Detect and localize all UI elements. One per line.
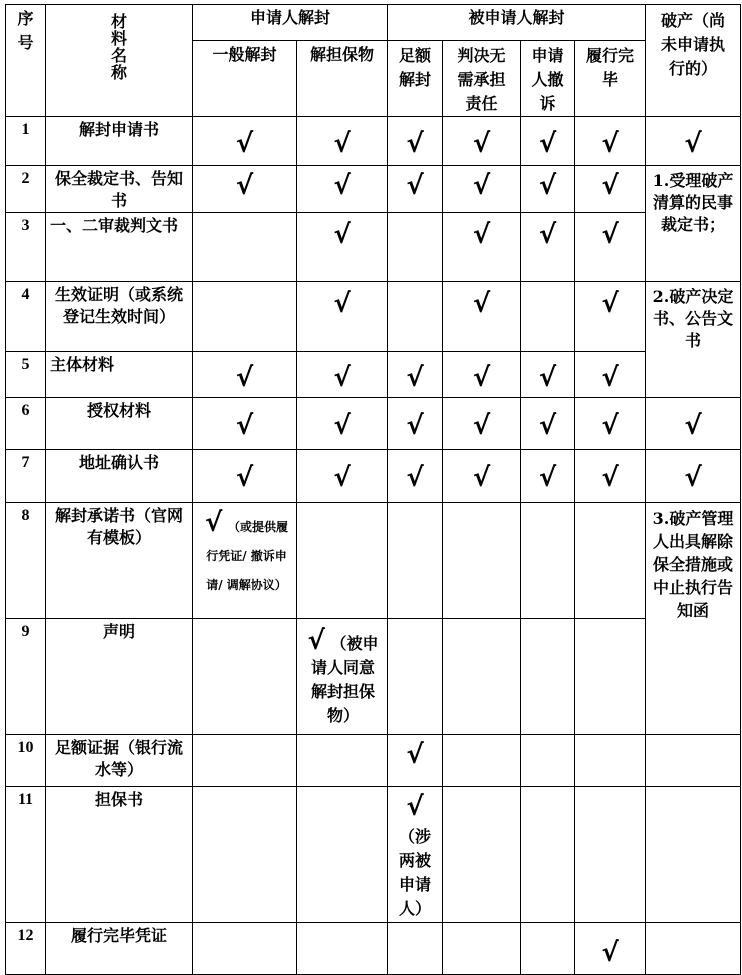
check-icon: √ xyxy=(235,463,254,493)
row-number: 5 xyxy=(6,352,46,398)
table-row xyxy=(6,398,741,450)
material-name: 生效证明（或系统登记生效时间） xyxy=(46,282,193,352)
header-general-release: 一般解封 xyxy=(193,41,297,117)
check-icon: √ xyxy=(684,410,702,441)
header-judgment-no-liability: 判决无需承担责任 xyxy=(443,41,521,117)
release-collateral-cell xyxy=(297,619,388,735)
row-number: 11 xyxy=(6,787,46,923)
table-row xyxy=(6,282,741,352)
material-name: 保全裁定书、告知书 xyxy=(46,166,193,213)
materials-table xyxy=(5,4,741,975)
header-applicant-group: 申请人解封 xyxy=(193,5,388,41)
check-icon: √ xyxy=(406,410,424,441)
check-icon: √ xyxy=(601,220,619,250)
table-row xyxy=(6,213,741,282)
header-material-name: 材料名称 xyxy=(46,5,193,117)
row-number: 1 xyxy=(6,117,46,166)
check-icon: √ xyxy=(333,410,351,441)
check-icon: √ xyxy=(538,463,557,493)
table-row xyxy=(6,450,741,503)
bankruptcy-note-1: 1.受理破产清算的民事裁定书； xyxy=(646,166,741,282)
row-number: 12 xyxy=(6,923,46,975)
check-icon: √ xyxy=(235,129,254,159)
check-icon: √ xyxy=(684,129,702,159)
material-name: 解封承诺书（官网有模板） xyxy=(46,503,193,619)
header-performance-complete: 履行完毕 xyxy=(575,41,646,117)
check-icon: √ xyxy=(472,220,491,250)
material-name: 一、二审裁判文书 xyxy=(46,213,193,282)
check-icon: √ xyxy=(472,463,491,493)
check-icon: √ xyxy=(538,362,557,393)
bankruptcy-note-2: 2.破产决定书、公告文书 xyxy=(646,282,741,398)
general-release-cell xyxy=(193,503,297,619)
check-icon: √ xyxy=(235,362,254,393)
check-icon: √ xyxy=(601,937,619,968)
check-icon: √ xyxy=(205,508,223,538)
check-icon: √ xyxy=(333,289,351,319)
row-number: 8 xyxy=(6,503,46,619)
table-row xyxy=(6,503,741,619)
check-icon: √ xyxy=(601,362,619,393)
check-icon: √ xyxy=(472,410,491,441)
check-icon: √ xyxy=(333,171,351,201)
header-bankruptcy: 破产（尚未申请执行的） xyxy=(646,5,741,117)
check-icon: √ xyxy=(235,171,254,201)
check-icon: √ xyxy=(538,220,557,250)
check-icon: √ xyxy=(406,792,424,822)
check-icon: √ xyxy=(601,129,619,159)
table-row xyxy=(6,166,741,213)
check-icon: √ xyxy=(538,171,557,201)
table-row xyxy=(6,117,741,166)
row-number: 4 xyxy=(6,282,46,352)
check-icon: √ xyxy=(684,463,702,493)
header-seq: 序号 xyxy=(6,5,46,117)
material-name: 声明 xyxy=(46,619,193,735)
check-icon: √ xyxy=(538,129,557,159)
check-icon: √ xyxy=(235,410,254,441)
check-icon: √ xyxy=(472,129,491,159)
check-icon: √ xyxy=(601,289,619,319)
material-name: 足额证据（银行流水等） xyxy=(46,735,193,787)
check-icon: √ xyxy=(601,410,619,441)
header-release-collateral: 解担保物 xyxy=(297,41,388,117)
material-name: 解封申请书 xyxy=(46,117,193,166)
alt-docs-note: （或提供履行凭证/ 撤诉申请/ 调解协议） xyxy=(206,520,288,592)
row-number: 7 xyxy=(6,450,46,503)
check-icon: √ xyxy=(601,463,619,493)
bankruptcy-note-3: 3.破产管理人出具解除保全措施或中止执行告知函 xyxy=(646,503,741,735)
header-applicant-withdraw: 申请人撤诉 xyxy=(521,41,575,117)
check-icon: √ xyxy=(472,171,491,201)
material-name: 授权材料 xyxy=(46,398,193,450)
check-icon: √ xyxy=(406,740,424,770)
check-icon: √ xyxy=(406,171,424,201)
check-icon: √ xyxy=(333,463,351,493)
check-icon: √ xyxy=(472,289,491,319)
material-name: 履行完毕凭证 xyxy=(46,923,193,975)
table-row xyxy=(6,619,741,735)
row-number: 10 xyxy=(6,735,46,787)
header-respondent-group: 被申请人解封 xyxy=(388,5,646,41)
row-number: 6 xyxy=(6,398,46,450)
check-icon: √ xyxy=(307,626,325,656)
row-number: 3 xyxy=(6,213,46,282)
table-row xyxy=(6,352,741,398)
material-name: 担保书 xyxy=(46,787,193,923)
check-icon: √ xyxy=(601,171,619,201)
consent-note: （被申请人同意解封担保物） xyxy=(311,634,379,725)
header-sufficient-release: 足额解封 xyxy=(388,41,443,117)
material-name: 地址确认书 xyxy=(46,450,193,503)
sufficient-release-cell xyxy=(388,787,443,923)
check-icon: √ xyxy=(406,129,424,159)
row-number: 2 xyxy=(6,166,46,213)
check-icon: √ xyxy=(333,220,351,250)
check-icon: √ xyxy=(333,362,351,393)
material-name: 主体材料 xyxy=(46,352,193,398)
table-row xyxy=(6,735,741,787)
check-icon: √ xyxy=(406,362,424,393)
check-icon: √ xyxy=(538,410,557,441)
check-icon: √ xyxy=(406,463,424,493)
check-icon: √ xyxy=(333,129,351,159)
check-icon: √ xyxy=(472,362,491,393)
row-number: 9 xyxy=(6,619,46,735)
table-row xyxy=(6,787,741,923)
two-respondents-note: （涉两被申请人） xyxy=(399,827,432,918)
table-row xyxy=(6,923,741,975)
